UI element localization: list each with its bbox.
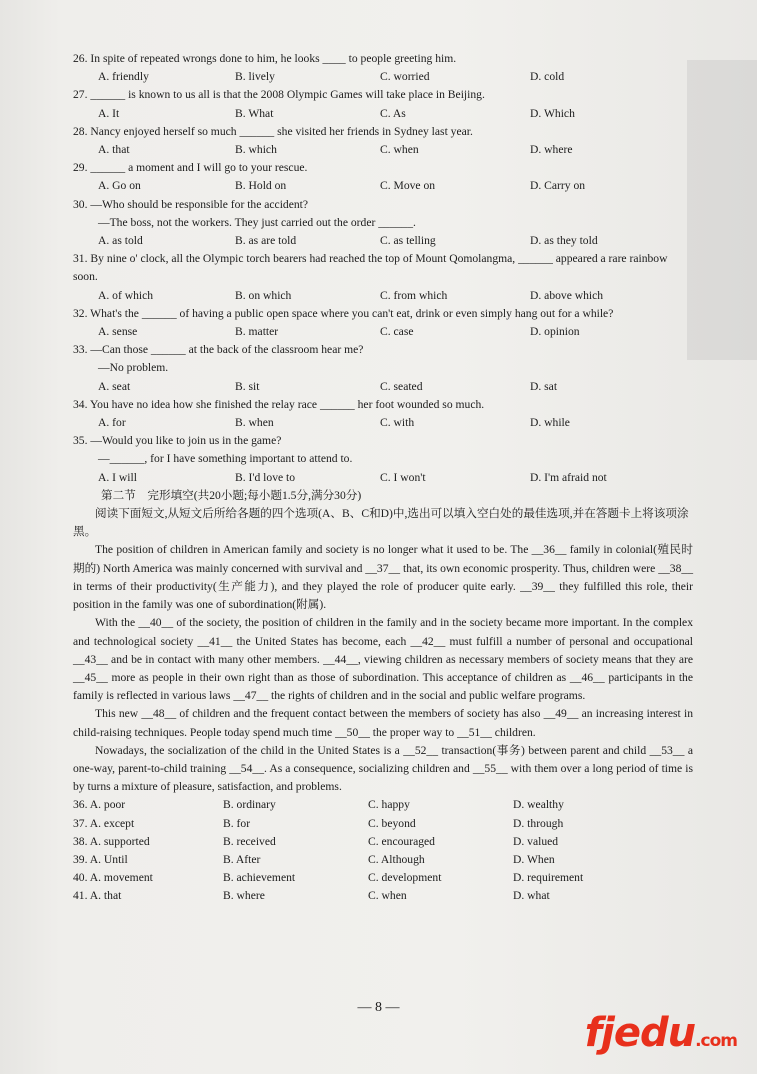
options-40: 40. A. movement B. achievement C. development D. requirement bbox=[73, 871, 584, 885]
options-26: A. friendly B. lively C. worried D. cold bbox=[98, 70, 565, 84]
options-29: A. Go on B. Hold on C. Move on D. Carry on bbox=[98, 179, 586, 193]
question-content bbox=[73, 50, 693, 906]
options-33: A. seat B. sit C. seated D. sat bbox=[98, 379, 558, 393]
options-30: A. as told B. as are told C. as telling D. as they told bbox=[98, 234, 598, 248]
options-39: 39. A. Until B. After C. Although D. When bbox=[73, 852, 555, 866]
cloze-paragraph-4: Nowadays, the socialization of the child in the United States is a __52__ transaction(事务) between parent and child __53__ a one-way, parent-to-child training __54__. As a consequence, socializing children and __55__ with them over a long period of time is by turns a mixture of pleasure, satisfaction, and problems. bbox=[73, 743, 693, 794]
question-35-reply: —______, for I have something important to attend to. bbox=[98, 452, 353, 466]
options-38: 38. A. supported B. received C. encouraged D. valued bbox=[73, 834, 559, 848]
section-instructions: 阅读下面短文,从短文后所给各题的四个选项(A、B、C和D)中,选出可以填入空白处的最佳选项,并在答题卡上将该项涂黑。 bbox=[73, 507, 689, 539]
logo-text: fjedu bbox=[584, 1010, 696, 1056]
options-35: A. I will B. I'd love to C. I won't D. I'm afraid not bbox=[98, 470, 607, 484]
watermark-logo bbox=[585, 1010, 737, 1056]
question-34: 34. You have no idea how she finished the relay race ______ her foot wounded so much. bbox=[73, 397, 485, 411]
question-28: 28. Nancy enjoyed herself so much ______ she visited her friends in Sydney last year. bbox=[73, 124, 473, 138]
options-31: A. of which B. on which C. from which D. above which bbox=[98, 288, 604, 302]
page-number: — 8 — bbox=[357, 1000, 400, 1015]
cloze-paragraph-3: This new __48__ of children and the frequent contact between the members of society has also __49__ an increasing interest in child-raising techniques. People today spend much time __50__ the proper way to __51__ children. bbox=[73, 707, 693, 739]
question-27: 27. ______ is known to us all is that the 2008 Olympic Games will take place in Beijing. bbox=[73, 88, 485, 102]
question-29: 29. ______ a moment and I will go to your rescue. bbox=[73, 161, 308, 175]
section-heading: 第二节 完形填空(共20小题;每小题1.5分,满分30分) bbox=[101, 488, 362, 502]
logo-suffix: .com bbox=[695, 1031, 737, 1051]
options-34: A. for B. when C. with D. while bbox=[98, 416, 570, 430]
cloze-paragraph-1: The position of children in American family and society is no longer what it used to be. The __36__ family in colonial(殖民时期的) North America was mainly concerned with survival and __37__ that, its own economic prosperity. Thus, children were __38__ in terms of their productivity(生产能力), and they played the role of producer quite early. __39__ they fulfilled this role, their position in the family was one of subordination(附属). bbox=[73, 543, 693, 612]
cloze-paragraph-2: With the __40__ of the society, the position of children in the family and in the society became more important. In the complex and technological society __41__ the United States has become, each __42__ must fulfill a number of personal and occupational __43__ and be in contact with many other members. __44__, viewing children as necessary members of society means that they are __45__ more as people in their own right than as those of subordination. This acceptance of children as __46__ participants in the family is reflected in various laws __47__ the rights of children and in the social and public welfare programs. bbox=[73, 616, 693, 703]
options-32: A. sense B. matter C. case D. opinion bbox=[98, 325, 580, 339]
options-28: A. that B. which C. when D. where bbox=[98, 143, 573, 157]
question-33-reply: —No problem. bbox=[98, 361, 169, 375]
question-31: 31. By nine o' clock, all the Olympic torch bearers had reached the top of Mount Qomolangma, ______ appeared a rare rainbow soon. bbox=[73, 252, 668, 284]
options-37: 37. A. except B. for C. beyond D. through bbox=[73, 816, 564, 830]
options-36: 36. A. poor B. ordinary C. happy D. wealthy bbox=[73, 798, 564, 812]
question-26: 26. In spite of repeated wrongs done to him, he looks ____ to people greeting him. bbox=[73, 52, 457, 65]
question-30-reply: —The boss, not the workers. They just carried out the order ______. bbox=[98, 215, 416, 229]
options-41: 41. A. that B. where C. when D. what bbox=[73, 889, 550, 903]
options-27: A. It B. What C. As D. Which bbox=[98, 106, 575, 120]
question-32: 32. What's the ______ of having a public open space where you can't eat, drink or even simply hang out for a while? bbox=[73, 306, 614, 320]
question-35: 35. —Would you like to join us in the game? bbox=[73, 434, 282, 448]
question-33: 33. —Can those ______ at the back of the classroom hear me? bbox=[73, 343, 364, 357]
question-30: 30. —Who should be responsible for the accident? bbox=[73, 197, 309, 211]
